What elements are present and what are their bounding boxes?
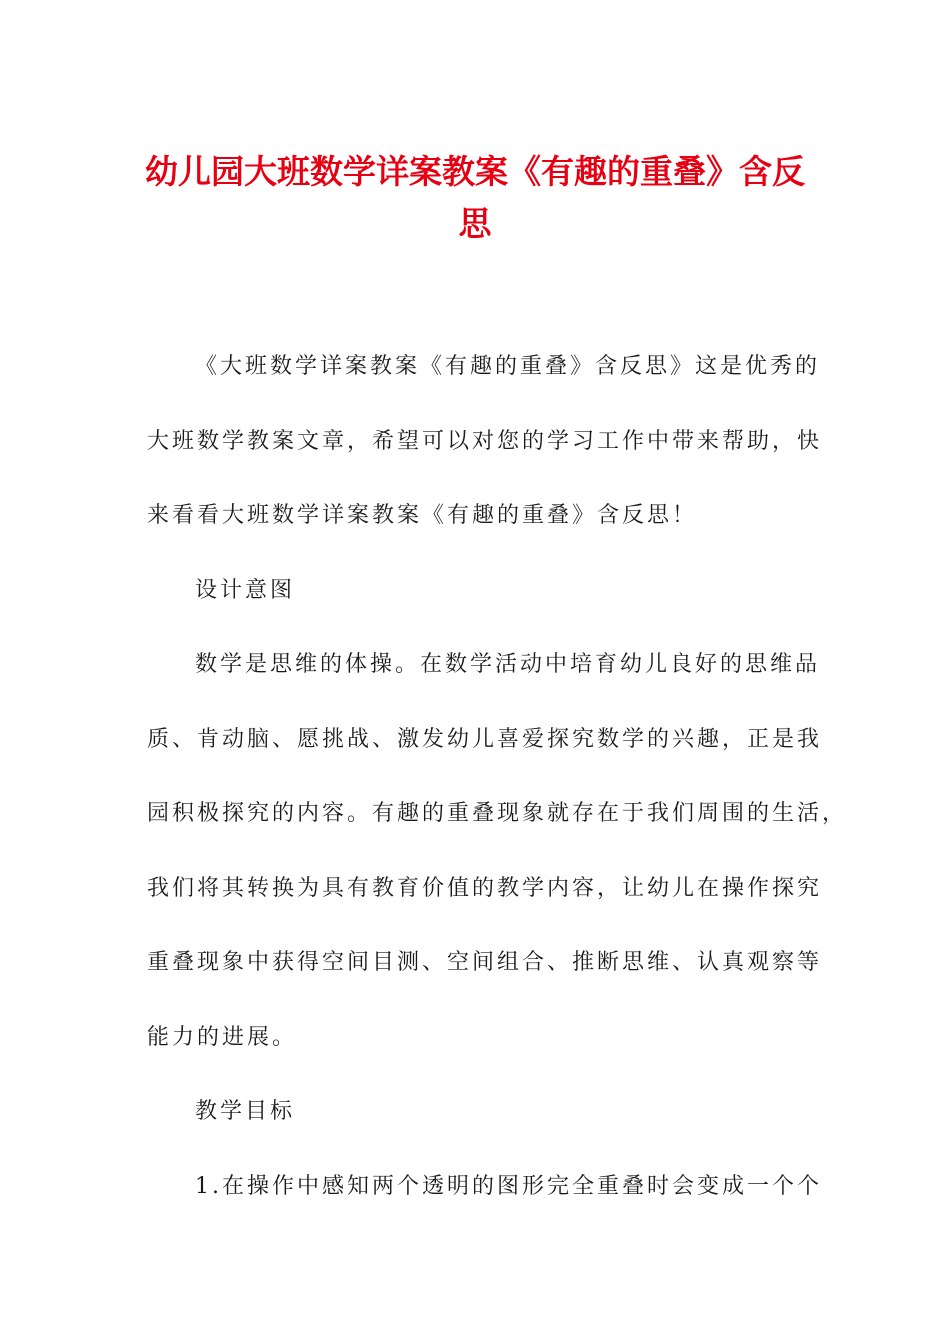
paragraph-line: 质、肯动脑、愿挑战、激发幼儿喜爱探究数学的兴趣，正是我 (147, 726, 823, 752)
heading-line: 教学目标 (195, 1099, 296, 1124)
paragraph-line: 园积极探究的内容。有趣的重叠现象就存在于我们周围的生活， (147, 801, 848, 826)
paragraph-line: 大班数学教案文章，希望可以对您的学习工作中带来帮助，快 (147, 428, 823, 454)
heading-line: 设计意图 (195, 577, 296, 603)
intro-paragraph (147, 330, 823, 554)
paragraph-line: 能力的进展。 (147, 1024, 298, 1050)
document-body (147, 330, 848, 1224)
paragraph-line: 《大班数学详案教案《有趣的重叠》含反思》这是优秀的 (195, 354, 821, 379)
design-intent-paragraph (147, 628, 848, 1075)
paragraph-line: 来看看大班数学详案教案《有趣的重叠》含反思！ (147, 503, 698, 528)
paragraph-line: 数学是思维的体操。在数学活动中培育幼儿良好的思维品 (195, 652, 821, 677)
section-heading-design-intent (147, 554, 797, 629)
paragraph-line: 重叠现象中获得空间目测、空间组合、推断思维、认真观察等 (147, 950, 823, 975)
section-heading-teaching-goals (147, 1075, 797, 1150)
paragraph-line: 1.在操作中感知两个透明的图形完全重叠时会变成一个个 (195, 1173, 822, 1199)
paragraph-line: 我们将其转换为具有教育价值的教学内容，让幼儿在操作探究 (147, 875, 823, 901)
document-title: 幼儿园大班数学详案教案《有趣的重叠》含反思 (145, 152, 805, 243)
goal-item-1 (147, 1150, 822, 1225)
